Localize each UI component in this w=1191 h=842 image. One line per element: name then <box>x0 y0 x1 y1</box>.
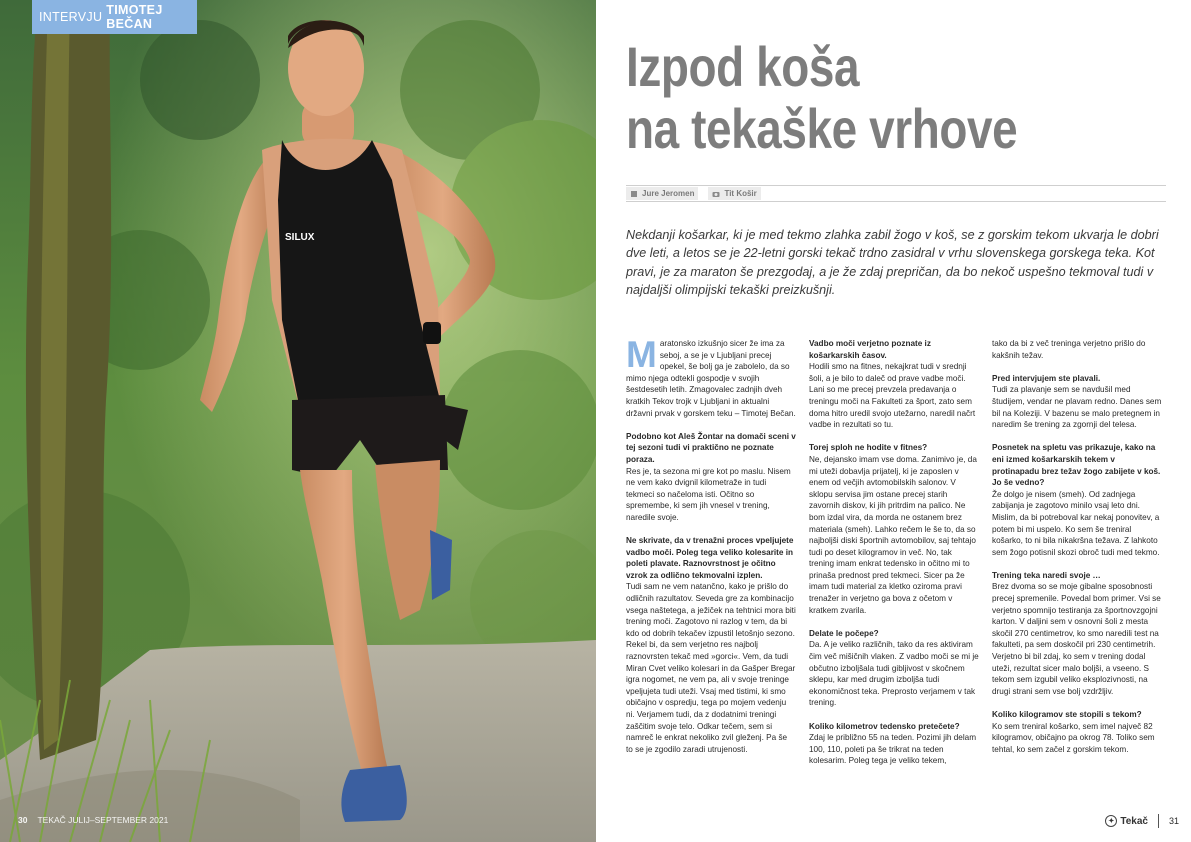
answer: Tudi za plavanje sem se navdušil med študijem, vendar ne plavam redno. Danes sem bil na Koleziji. V bazenu se malo pretegnem in naredim še trening za zgornji del telesa. <box>992 385 1162 430</box>
photo-credit <box>708 187 760 200</box>
qa-block <box>992 373 1162 431</box>
magazine-brand <box>1105 815 1148 827</box>
question: Podobno kot Aleš Žontar na domači sceni v tej sezoni tudi vi praktično ne poznate poraza. <box>626 431 796 464</box>
title-line-1: Izpod koša <box>626 35 860 98</box>
answer: Že dolgo je nisem (smeh). Od zadnjega zabijanja je zagotovo minilo vsaj leto dni. Mislim, da bi potreboval kar nekaj ponovitev, a potem bi mi uspelo. Ko sem še treniral košarko, to ni bila nikakršna težava. Z lahkoto sem žogo potisnil skozi obroč tudi med tekmo. <box>992 489 1160 557</box>
right-page-number: 31 <box>1168 816 1179 826</box>
qa-block <box>992 570 1162 698</box>
camera-icon <box>712 190 720 198</box>
question: Delate le počepe? <box>809 628 879 638</box>
intro-text: aratonsko izkušnjo sicer že ima za seboj, a se je v Ljubljani precej opekel, še bolj ga je zabolelo, da so mimo njega odtekli gospodje v svojih šestdesetih letih. Zmagovalec zadnjih dveh kratkih Tekov trojk v Ljubljani in aktualni državni prvak v gorskem teku – Timotej Bečan. <box>626 339 796 418</box>
author-credit <box>626 187 698 200</box>
qa-block <box>809 721 979 767</box>
qa-block <box>809 442 979 616</box>
left-page-footer <box>18 815 168 825</box>
question: Ne skrivate, da v trenažni proces vpeljujete vadbo moči. Poleg tega veliko kolesarite in poleti plavate. Raznovrstnost je očitno vzrok za odlično tekmovalni izplen. <box>626 536 794 580</box>
column-1 <box>626 334 796 779</box>
svg-text:SILUX: SILUX <box>285 232 315 243</box>
article-body <box>626 334 1167 779</box>
pencil-icon <box>630 190 638 198</box>
qa-block <box>992 442 1162 558</box>
brand-name: Tekač <box>1120 815 1148 827</box>
footer-divider <box>1158 814 1159 828</box>
continuation-paragraph: tako da bi z več treninga verjetno prišlo do kakšnih težav. <box>992 339 1146 360</box>
author-name: Jure Jeromen <box>642 189 695 198</box>
qa-block <box>809 338 979 431</box>
answer: Hodili smo na fitnes, nekajkrat tudi v srednji šoli, a je bilo to daleč od prave vadbe moči. Lani so me precej prevzela predavanja o treningu moči na Fakulteti za šport, zato sem doma hitro uredil svojo utežarno, naredil načrt vadbe in rezultati so tu. <box>809 362 976 430</box>
drop-cap: M <box>626 334 657 375</box>
article-title <box>626 36 1017 160</box>
right-page-footer <box>1105 814 1179 828</box>
article-lead: Nekdanji košarkar, ki je med tekmo zlahka zabil žogo v koš, se z gorskim tekom ukvarja le dobri dve leti, a letos se je 22-letni gorski tekač trdno zasidral v vrhu slovenskega gorskega teka. Kot pravi, je za maraton še prezgodaj, a je že zdaj prepričan, da bo nekoč uspešno tekmoval tudi v najdaljši olimpijski tekaški preizkušnji. <box>626 228 1159 298</box>
question: Torej sploh ne hodite v fitnes? <box>809 443 928 453</box>
qa-block <box>809 628 979 709</box>
intro-paragraph <box>626 334 796 419</box>
issue-label: TEKAČ JULIJ–SEPTEMBER 2021 <box>37 815 169 825</box>
question: Vadbo moči verjetno poznate iz košarkarskih časov. <box>809 339 931 360</box>
right-page <box>596 0 1191 842</box>
photographer-name: Tit Košir <box>724 189 757 198</box>
answer: Da. A je veliko različnih, tako da res aktiviram čim več mišičnih vlaken. Z vadbo moči se mi je občutno izboljšala tudi gibljivost v skočnem sklepu, kar med drugim izboljša tudi ekonomičnost teka. Preprosto verjamem v tak trening. <box>809 640 979 708</box>
section-subject: TIMOTEJ BEČAN <box>106 3 163 31</box>
question: Koliko kilometrov tedensko pretečete? <box>809 721 960 731</box>
qa-block <box>626 431 796 524</box>
column-3 <box>992 338 1162 779</box>
column-2 <box>809 338 979 779</box>
answer: Res je, ta sezona mi gre kot po maslu. Nisem ne vem kako dvignil kilometraže in tudi tekmeci so načeloma isti. Očitno so spremembe, ki sem jih vnesel v trening, naredile svoje. <box>626 466 791 522</box>
section-label <box>32 0 197 34</box>
question: Posnetek na spletu vas prikazuje, kako na eni izmed košarkarskih tekem v protinapadu brez težav žogo zabijete v koš. Jo še vedno? <box>992 443 1161 488</box>
answer: Tudi sam ne vem natančno, kako je prišlo do odličnih razultatov. Seveda gre za kombinacijo vsega naštetega, a ježiček na tehtnici mora biti trening moči. Zagotovo ni razlog v tem, da bi kdo od dobrih tekačev izpustil letošnjo sezono. Rekel bi, da sem verjetno res najbolj raznovrsten tekač med »gorci«. Vem, da tudi Miran Cvet veliko kolesari in da Gašper Bregar igra nogomet, ne vem pa, ali v svoje treninge vpeljujeta tudi uteži. Vsaj med tistimi, ki smo običajno v ospredju, tega po mojem vedenju ni. Verjamem tudi, da z dodatnimi treningi zaščitim svoje telo. Odkar tečem, sem si namreč le enkrat nekoliko zvil gleženj. Pa še to se je zgodilo zaradi utrujenosti. <box>626 582 796 754</box>
qa-block <box>992 709 1162 755</box>
answer: Zdaj le približno 55 na teden. Pozimi jih delam 100, 110, poleti pa še trikrat na teden kolesarim. Poleg tega je veliko tekem, <box>809 733 977 766</box>
left-page-number: 30 <box>18 815 28 825</box>
title-line-2: na tekaške vrhove <box>626 97 1018 160</box>
byline <box>626 185 1166 202</box>
question: Koliko kilogramov ste stopili s tekom? <box>992 710 1142 719</box>
answer: Brez dvoma so se moje gibalne sposobnosti precej spremenile. Povedal bom primer. Vsi se verjetno spomnijo testiranja za športnovzgojni karton. V daljini sem v osnovni šoli z mesta skočil 270 centimetrov, ko smo naredili test na fakulteti, pa sem doskočil pri 230 centimetrih. Verjetno bi bil zdaj, ko sem v trening dodal uteži, rezultat sicer malo boljši, a vseeno. S tekom sem izgubil veliko eksplozivnosti, na drugi strani sem vse bolj vzdržljiv. <box>992 582 1161 696</box>
qa-block <box>626 535 796 755</box>
question: Pred intervjujem ste plavali. <box>992 373 1101 383</box>
answer: Ko sem treniral košarko, sem imel največ 82 kilogramov, običajno pa okrog 78. Toliko sem tehtal, ko sem začel z gorskim tekom. <box>992 721 1155 754</box>
answer: Ne, dejansko imam vse doma. Zanimivo je, da mi uteži dobavlja prijatelj, ki je zaposlen v enem od večjih avtomobilskih salonov. V sklopu servisa jim ostane precej starih zavornih diskov, ki jih pritrdim na palico. Ne bom izdal vira, da morda ne ostanem brez materiala (smeh). Lahko rečem le še to, da so najboljši diski športnih avtomobilov, saj tehtajo tudi po deset kilogramov in več. No, tak trening imam enkrat tedensko in očitno mi to prinaša prednost pred tekmeci. Sicer pa že imam tudi material za kletko oziroma pravi trenažer in verjetno ga bova z očetom v kratkem zvarila. <box>809 454 977 615</box>
runner-logo-icon: ✦ <box>1105 815 1117 827</box>
section-prefix: INTERVJU <box>39 10 103 24</box>
question: Trening teka naredi svoje … <box>992 570 1101 580</box>
